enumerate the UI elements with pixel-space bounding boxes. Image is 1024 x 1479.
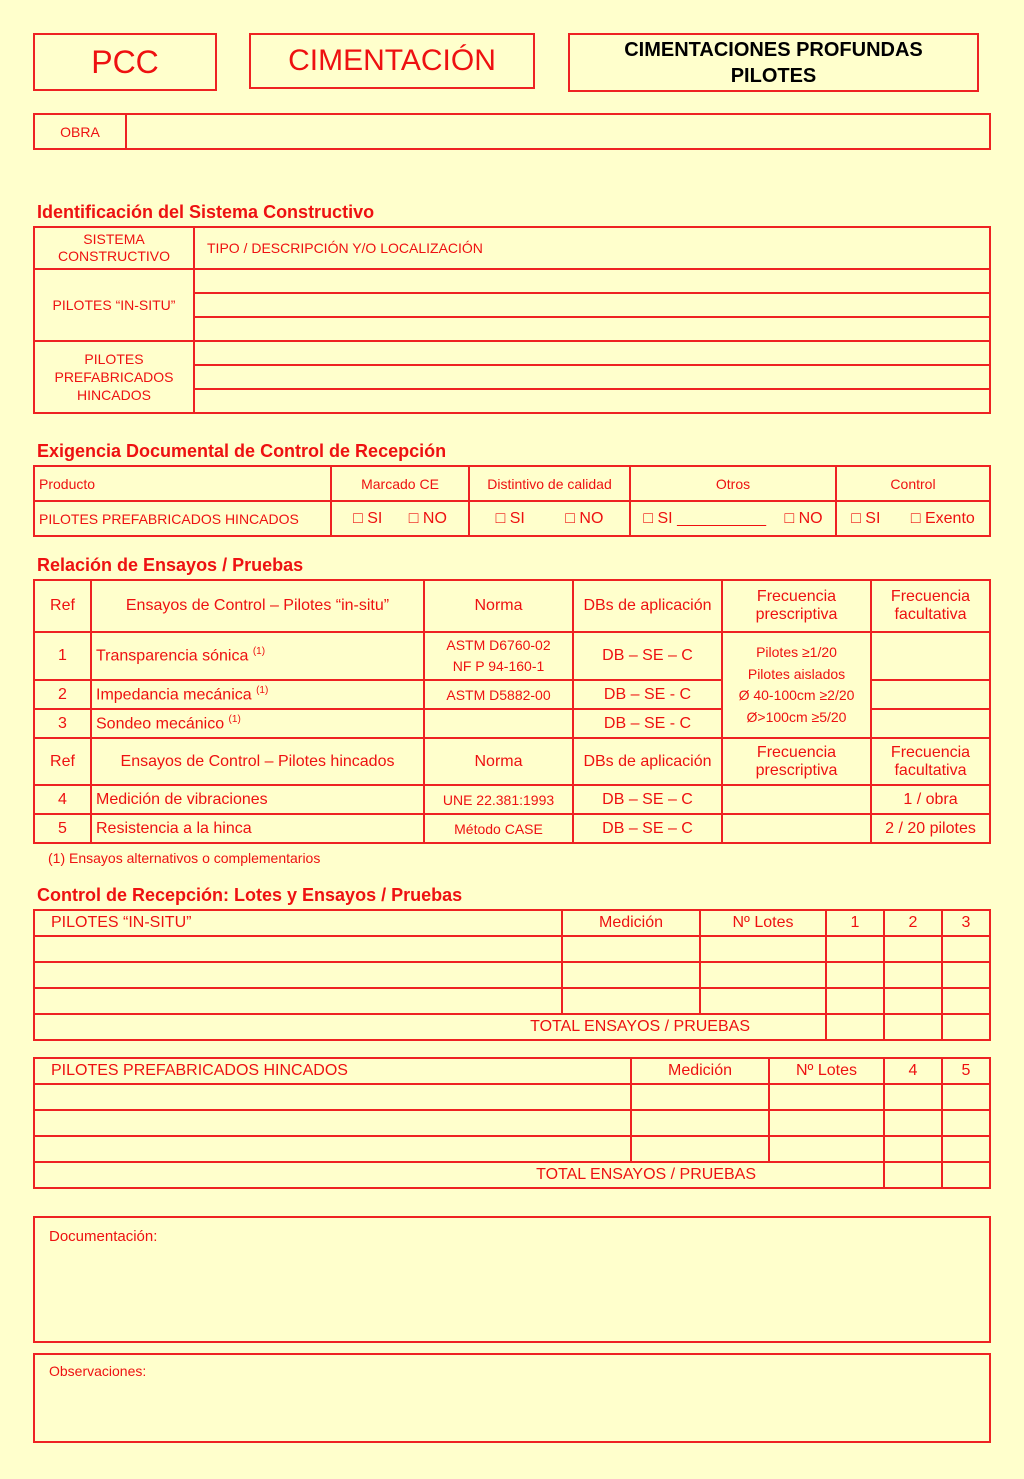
ens-db-3: DB – SE - C <box>573 709 722 738</box>
documentacion-label: Documentación: <box>49 1228 158 1245</box>
documentacion-box[interactable] <box>33 1216 991 1343</box>
ident-prefab-field-1[interactable] <box>194 341 990 365</box>
cimentacion-box <box>249 33 535 89</box>
ens-presc-5 <box>722 814 871 843</box>
ens-ref-3: 3 <box>34 709 91 738</box>
title-line-1: CIMENTACIONES PROFUNDAS <box>624 38 923 61</box>
ens-db-5: DB – SE – C <box>573 814 722 843</box>
ctrl1-total: TOTAL ENSAYOS / PRUEBAS <box>34 1014 826 1040</box>
ens-name-4: Medición de vibraciones <box>91 785 424 814</box>
ens-h2-norma: Norma <box>424 738 573 785</box>
control-si-checkbox[interactable]: □ SI <box>851 509 881 527</box>
ce-no-checkbox[interactable]: □ NO <box>408 509 447 527</box>
observaciones-box[interactable] <box>33 1353 991 1443</box>
ctrl2-cell[interactable] <box>34 1110 631 1136</box>
ctrl1-cell[interactable] <box>34 962 562 988</box>
ctrl1-cell[interactable] <box>942 988 990 1014</box>
ctrl1-cell[interactable] <box>826 988 884 1014</box>
ctrl2-cell[interactable] <box>884 1110 942 1136</box>
ens-db-1: DB – SE – C <box>573 632 722 680</box>
ctrl2-medicion: Medición <box>631 1058 769 1084</box>
ctrl1-cell[interactable] <box>700 936 826 962</box>
ctrl2-cell[interactable] <box>34 1136 631 1162</box>
control-table-insitu <box>33 909 991 1041</box>
ident-insitu-field-3[interactable] <box>194 317 990 341</box>
ctrl1-total-cell[interactable] <box>884 1014 942 1040</box>
ensayos-table <box>33 579 991 844</box>
ctrl1-lotes: Nº Lotes <box>700 910 826 936</box>
ens-presc-4 <box>722 785 871 814</box>
ident-table <box>33 226 991 414</box>
ens-ref-1: 1 <box>34 632 91 680</box>
ident-row-insitu: PILOTES “IN-SITU” <box>34 269 194 341</box>
ens-note-2: (1) <box>256 684 269 696</box>
control-exento-checkbox[interactable]: □ Exento <box>910 509 975 527</box>
control-title: Control de Recepción: Lotes y Ensayos / Pruebas <box>37 885 463 905</box>
document-title-box <box>568 33 979 92</box>
cimentacion-label: CIMENTACIÓN <box>288 44 496 77</box>
exig-h-otros: Otros <box>630 466 836 501</box>
ens-facul-3 <box>871 709 990 738</box>
ens-norma-3 <box>424 709 573 738</box>
ctrl1-col-3: 3 <box>942 910 990 936</box>
ctrl2-cell[interactable] <box>769 1084 884 1110</box>
ens-norma-1a: ASTM D6760-02 <box>446 637 551 653</box>
ens-name-5: Resistencia a la hinca <box>91 814 424 843</box>
ctrl2-cell[interactable] <box>884 1084 942 1110</box>
ctrl1-medicion: Medición <box>562 910 700 936</box>
ctrl1-cell[interactable] <box>826 936 884 962</box>
ctrl1-cell[interactable] <box>34 988 562 1014</box>
otros-no-checkbox[interactable]: □ NO <box>784 509 823 527</box>
dq-no-checkbox[interactable]: □ NO <box>565 509 604 527</box>
ctrl2-cell[interactable] <box>631 1084 769 1110</box>
ctrl2-total-cell[interactable] <box>884 1162 942 1188</box>
ctrl1-cell[interactable] <box>700 962 826 988</box>
ens-norma-2: ASTM D5882-00 <box>424 680 573 709</box>
ens-h2-facul: Frecuencia facultativa <box>871 738 990 785</box>
ens-h-dbs: DBs de aplicación <box>573 580 722 632</box>
ens-ref-4: 4 <box>34 785 91 814</box>
ens-name-3: Sondeo mecánico <box>96 715 225 733</box>
ctrl1-cell[interactable] <box>884 988 942 1014</box>
ctrl2-total: TOTAL ENSAYOS / PRUEBAS <box>34 1162 884 1188</box>
ctrl2-cell[interactable] <box>631 1136 769 1162</box>
presc-line-3: Ø 40-100cm ≥2/20 <box>738 687 855 703</box>
ens-db-2: DB – SE - C <box>573 680 722 709</box>
ctrl1-cell[interactable] <box>562 962 700 988</box>
ens-h2-dbs: DBs de aplicación <box>573 738 722 785</box>
ens-h2-ref: Ref <box>34 738 91 785</box>
ens-h-ref: Ref <box>34 580 91 632</box>
ens-h2-presc: Frecuencia prescriptiva <box>722 738 871 785</box>
ident-prefab-field-3[interactable] <box>194 389 990 413</box>
ident-col1-header: SISTEMA CONSTRUCTIVO <box>34 227 194 269</box>
ctrl2-cell[interactable] <box>769 1110 884 1136</box>
ctrl1-cell[interactable] <box>942 962 990 988</box>
ctrl2-total-cell[interactable] <box>942 1162 990 1188</box>
ens-h-norma: Norma <box>424 580 573 632</box>
obra-field[interactable] <box>126 114 990 149</box>
ctrl2-col-4: 4 <box>884 1058 942 1084</box>
exig-product: PILOTES PREFABRICADOS HINCADOS <box>34 501 331 536</box>
ident-insitu-field-1[interactable] <box>194 269 990 293</box>
otros-si-checkbox[interactable]: □ SI __________ <box>643 509 767 527</box>
ens-norma-5: Método CASE <box>424 814 573 843</box>
ens-h-hincados: Ensayos de Control – Pilotes hincados <box>91 738 424 785</box>
ident-insitu-field-2[interactable] <box>194 293 990 317</box>
exigencia-title: Exigencia Documental de Control de Recepción <box>37 441 447 461</box>
ens-facul-2 <box>871 680 990 709</box>
ctrl1-cell[interactable] <box>562 936 700 962</box>
ctrl2-col-5: 5 <box>942 1058 990 1084</box>
ctrl2-cell[interactable] <box>631 1110 769 1136</box>
ctrl2-cell[interactable] <box>942 1110 990 1136</box>
ctrl1-cell[interactable] <box>884 936 942 962</box>
ctrl2-label: PILOTES PREFABRICADOS HINCADOS <box>34 1058 631 1084</box>
ens-norma-4: UNE 22.381:1993 <box>424 785 573 814</box>
ctrl1-label: PILOTES “IN-SITU” <box>34 910 562 936</box>
ctrl1-cell[interactable] <box>826 962 884 988</box>
control-table-prefab <box>33 1057 991 1189</box>
exig-h-control: Control <box>836 466 990 501</box>
ident-prefab-field-2[interactable] <box>194 365 990 389</box>
ident-col2-header: TIPO / DESCRIPCIÓN Y/O LOCALIZACIÓN <box>194 227 990 269</box>
ctrl2-lotes: Nº Lotes <box>769 1058 884 1084</box>
ce-si-checkbox[interactable]: □ SI <box>353 509 383 527</box>
pcc-box <box>33 33 217 91</box>
presc-line-4: Ø>100cm ≥5/20 <box>746 708 847 725</box>
pcc-label: PCC <box>91 43 159 80</box>
ctrl2-cell[interactable] <box>34 1084 631 1110</box>
ens-facul-1 <box>871 632 990 680</box>
obra-label: OBRA <box>34 114 126 149</box>
ens-ref-2: 2 <box>34 680 91 709</box>
ident-row-prefab: PILOTES PREFABRICADOS HINCADOS <box>34 341 194 413</box>
ensayos-footnote: (1) Ensayos alternativos o complementarios <box>48 850 321 866</box>
ctrl1-cell[interactable] <box>562 988 700 1014</box>
presc-line-2: Pilotes aislados <box>747 665 846 682</box>
exig-h-distintivo: Distintivo de calidad <box>469 466 630 501</box>
ens-ref-5: 5 <box>34 814 91 843</box>
ctrl1-col-1: 1 <box>826 910 884 936</box>
ens-h-insitu: Ensayos de Control – Pilotes “in-situ” <box>91 580 424 632</box>
ens-note-1: (1) <box>252 646 266 658</box>
exig-h-marcado: Marcado CE <box>331 466 469 501</box>
ctrl2-cell[interactable] <box>942 1136 990 1162</box>
ctrl1-col-2: 2 <box>884 910 942 936</box>
ensayos-title: Relación de Ensayos / Pruebas <box>37 555 304 575</box>
presc-line-1: Pilotes ≥1/20 <box>756 644 837 660</box>
ens-note-3: (1) <box>228 713 241 725</box>
observaciones-label: Observaciones: <box>49 1363 147 1379</box>
ctrl2-cell[interactable] <box>884 1136 942 1162</box>
ctrl2-cell[interactable] <box>942 1084 990 1110</box>
ctrl1-total-cell[interactable] <box>826 1014 884 1040</box>
ens-h-facul: Frecuencia facultativa <box>871 580 990 632</box>
ens-name-2: Impedancia mecánica <box>96 686 252 704</box>
obra-table <box>33 113 991 150</box>
ctrl1-cell[interactable] <box>700 988 826 1014</box>
ctrl1-total-cell[interactable] <box>942 1014 990 1040</box>
ctrl1-cell[interactable] <box>942 936 990 962</box>
ens-name-1: Transparencia sónica <box>96 647 249 665</box>
title-line-2: PILOTES <box>730 64 817 87</box>
dq-si-checkbox[interactable]: □ SI <box>495 509 525 527</box>
ctrl1-cell[interactable] <box>884 962 942 988</box>
ens-norma-1b: NF P 94-160-1 <box>452 658 545 674</box>
ens-facul-4: 1 / obra <box>871 785 990 814</box>
ctrl2-cell[interactable] <box>769 1136 884 1162</box>
ctrl1-cell[interactable] <box>34 936 562 962</box>
ens-facul-5: 2 / 20 pilotes <box>871 814 990 843</box>
exig-h-producto: Producto <box>34 466 331 501</box>
ens-h-presc: Frecuencia prescriptiva <box>722 580 871 632</box>
exigencia-table <box>33 465 991 537</box>
ens-db-4: DB – SE – C <box>573 785 722 814</box>
ident-title: Identificación del Sistema Constructivo <box>37 202 375 222</box>
